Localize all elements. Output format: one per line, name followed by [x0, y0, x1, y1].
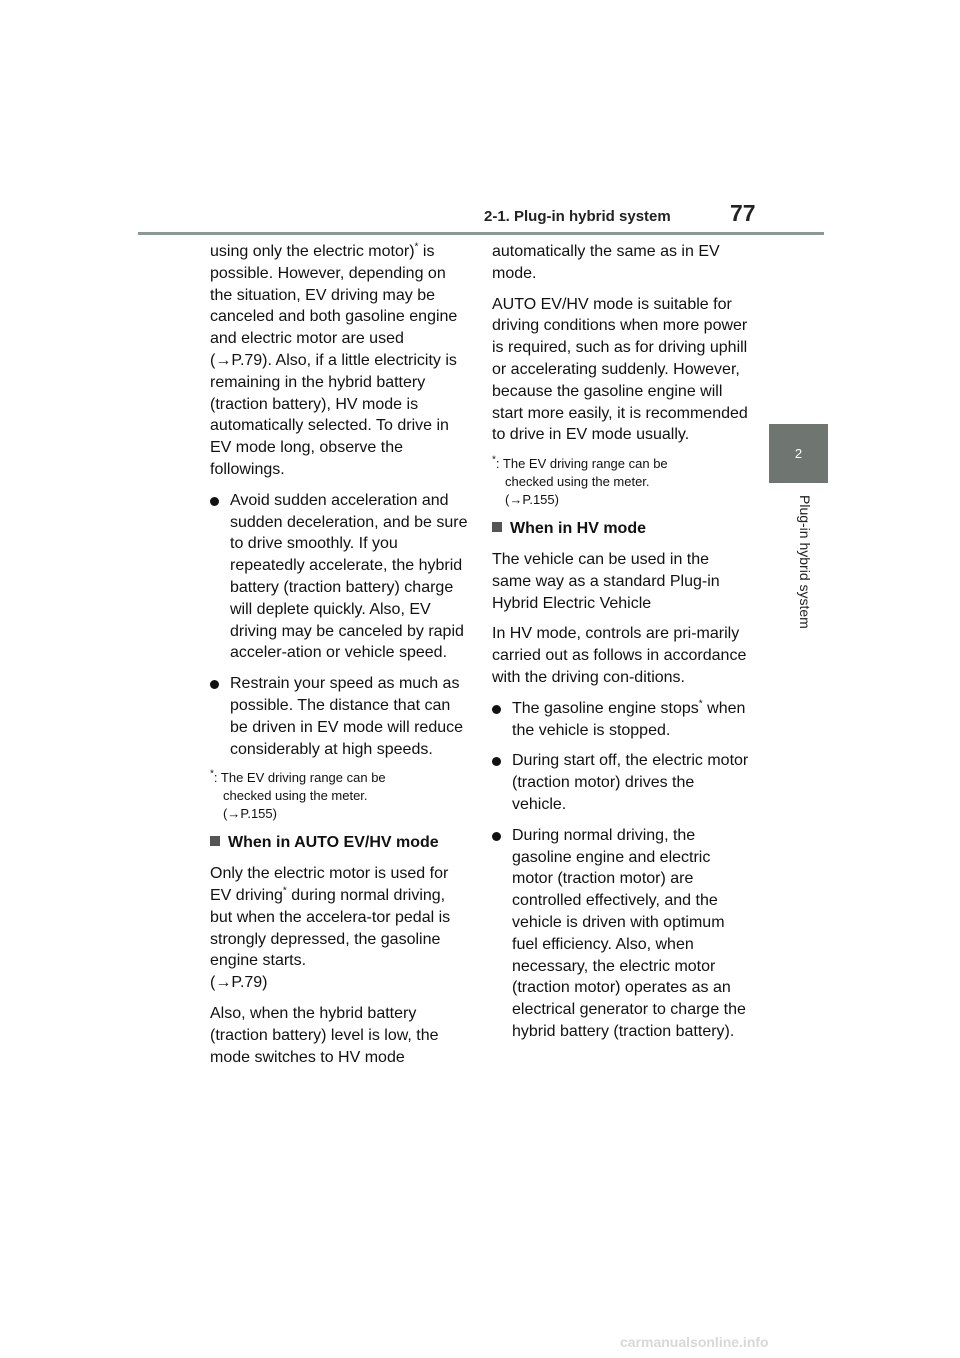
chapter-tab [769, 424, 828, 483]
paragraph: The vehicle can be used in the same way as a standard Plug-in Hybrid Electric Vehicle [492, 550, 720, 612]
square-bullet-icon [210, 836, 220, 846]
square-bullet-icon [492, 522, 502, 532]
paragraph: Also, when the hybrid battery (traction battery) level is low, the mode switches to HV mode [210, 1004, 439, 1066]
arrow-icon: → [227, 806, 241, 822]
list-item: During normal driving, the gasoline engine and electric motor (traction motor) are controlled effectively, and the vehicle is driven with optimum fuel efficiency. Also, when necessary, the electric motor (traction motor) operates as an electrical generator to charge the hybrid battery (traction battery). [492, 825, 750, 1043]
paragraph: using only the electric motor)* is possible. However, depending on the situation, EV driving may be canceled and both gasoline engine and electric motor are used (→P.79). Also, if a little electricity is remaining in the hybrid battery (traction battery), HV mode is automatically selected. To drive in EV mode long, observe the followings. [210, 241, 458, 478]
paragraph: Only the electric motor is used for EV driving* during normal driving, but when the accelera-tor pedal is strongly depressed, the gasoline engine starts. (→P.79) [210, 865, 451, 992]
bullet-icon [492, 832, 501, 841]
chapter-label: Plug-in hybrid system [797, 495, 813, 629]
bullet-icon [492, 705, 501, 714]
arrow-icon: → [215, 351, 232, 369]
footnote: *: The EV driving range can be checked using the meter. (→P.155) [492, 454, 668, 508]
page-number: 77 [730, 200, 756, 226]
bullet-icon [210, 680, 219, 689]
list-item: Avoid sudden acceleration and sudden deceleration, and be sure to drive smoothly. If you repeatedly accelerate, the hybrid battery (traction battery) charge will deplete quickly. Also, EV driving may be canceled by rapid acceler-ation or vehicle speed. [210, 490, 468, 664]
footnote: *: The EV driving range can be checked using the meter. (→P.155) [210, 769, 386, 822]
left-column [210, 241, 468, 1077]
paragraph: AUTO EV/HV mode is suitable for driving conditions when more power is required, such as for driving uphill or accelerating suddenly. However, because the gasoline engine will start more easily, it is recommended to drive in EV mode usually. [492, 295, 748, 444]
bullet-icon [492, 757, 501, 766]
watermark: carmanualsonline.info [620, 1334, 769, 1350]
list-item: Restrain your speed as much as possible. The distance that can be driven in EV mode will reduce considerably at high speeds. [210, 673, 468, 760]
subheading: When in HV mode [492, 518, 750, 540]
section-title: 2-1. Plug-in hybrid system [484, 208, 671, 225]
right-column [492, 241, 750, 1052]
arrow-icon: → [215, 974, 232, 992]
paragraph: In HV mode, controls are pri-marily carried out as follows in accordance with the driving con-ditions. [492, 625, 747, 686]
bullet-icon [210, 497, 219, 506]
list-item: The gasoline engine stops* when the vehicle is stopped. [492, 698, 750, 742]
header-divider [138, 232, 824, 235]
subheading: When in AUTO EV/HV mode [210, 832, 468, 854]
list-item: During start off, the electric motor (traction motor) drives the vehicle. [492, 750, 750, 815]
chapter-number: 2 [794, 446, 803, 461]
paragraph: automatically the same as in EV mode. [492, 243, 720, 282]
arrow-icon: → [509, 492, 523, 508]
